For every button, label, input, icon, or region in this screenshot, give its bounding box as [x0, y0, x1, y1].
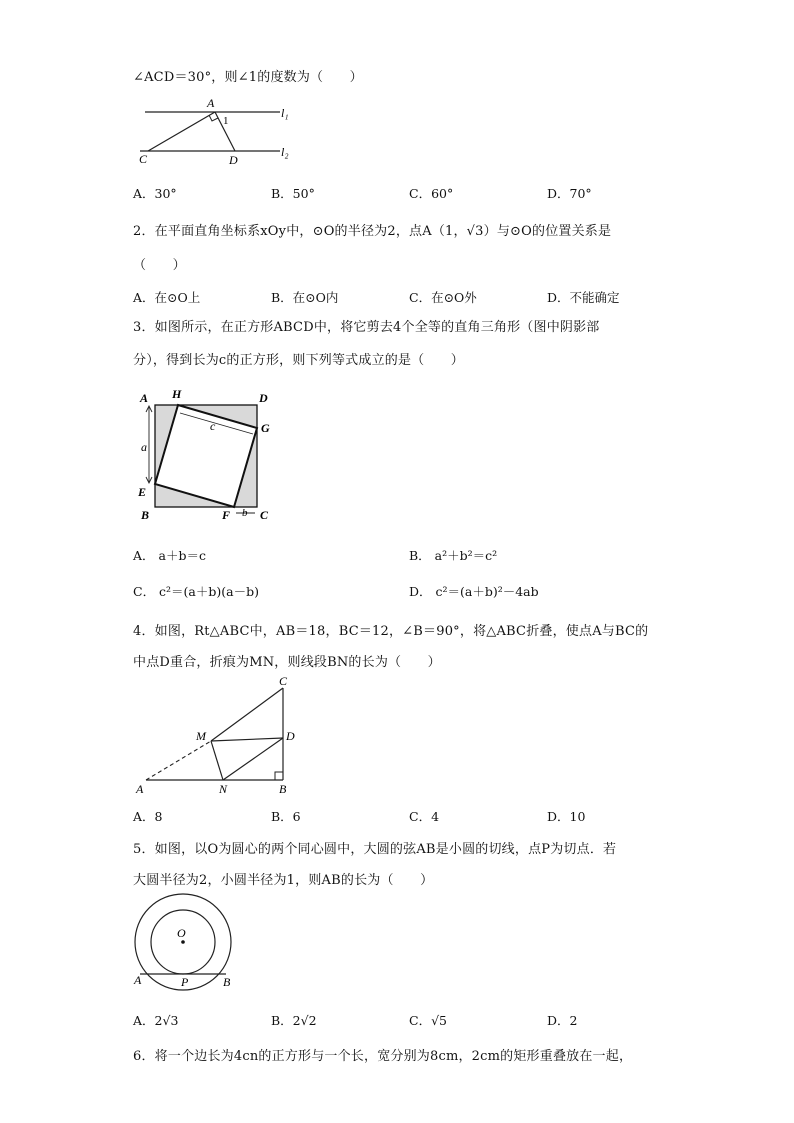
q1-option-a[interactable]: A．30°: [133, 186, 177, 201]
q2-option-c[interactable]: C．在⊙O外: [409, 290, 477, 305]
q3-label-A: A: [140, 391, 149, 405]
q5-label-P: P: [181, 975, 189, 989]
q5-option-b[interactable]: B．2√2: [271, 1013, 317, 1028]
q3-option-a[interactable]: A． a＋b＝c: [133, 548, 206, 563]
q4-option-b[interactable]: B．6: [271, 809, 301, 824]
q3-label-H: H: [172, 387, 182, 401]
q5-stem-line2: 大圆半径为2，小圆半径为1，则AB的长为（ ）: [133, 873, 434, 888]
q3-label-E: E: [138, 485, 147, 499]
q5-label-O: O: [177, 926, 186, 940]
q4-label-D: D: [286, 729, 295, 743]
q3-option-d[interactable]: D． c²＝(a＋b)²－4ab: [409, 584, 539, 599]
q4-label-A: A: [136, 782, 144, 796]
q5-label-A: A: [134, 973, 142, 987]
q3-label-F: F: [222, 508, 231, 522]
q4-figure: [133, 675, 308, 800]
q5-option-d[interactable]: D．2: [547, 1013, 578, 1028]
q5-figure: [130, 893, 240, 998]
q4-label-N: N: [219, 782, 228, 796]
q3-label-D: D: [259, 391, 268, 405]
q5-option-c[interactable]: C．√5: [409, 1013, 447, 1028]
q2-stem-line2: （ ）: [133, 258, 186, 273]
q1-option-b[interactable]: B．50°: [271, 186, 315, 201]
q3-label-G: G: [261, 421, 270, 435]
q4-option-d[interactable]: D．10: [547, 809, 586, 824]
q5-label-B: B: [223, 975, 231, 989]
q2-stem-line1: 2．在平面直角坐标系xOy中，⊙O的半径为2，点A（1，√3）与⊙O的位置关系是: [133, 224, 612, 239]
q3-option-c[interactable]: C． c²＝(a＋b)(a－b): [133, 584, 259, 599]
q3-label-C: C: [260, 508, 269, 522]
q3-label-a: a: [141, 440, 147, 454]
q1-label-l1: l₁: [281, 106, 289, 120]
q2-option-a[interactable]: A．在⊙O上: [133, 290, 201, 305]
q2-option-d[interactable]: D．不能确定: [547, 290, 620, 305]
q4-stem-line2: 中点D重合，折痕为MN，则线段BN的长为（ ）: [133, 655, 441, 670]
q5-stem-line1: 5．如图，以O为圆心的两个同心圆中，大圆的弦AB是小圆的切线，点P为切点．若: [133, 842, 617, 857]
q6-stem-line1: 6．将一个边长为4cn的正方形与一个长，宽分别为8cm，2cm的矩形重叠放在一起，: [133, 1049, 633, 1064]
q1-label-1: 1: [223, 115, 229, 127]
q1-stem: ∠ACD＝30°，则∠1的度数为（ ）: [133, 70, 363, 85]
q1-label-D: D: [229, 153, 238, 166]
q4-stem-line1: 4．如图，Rt△ABC中，AB＝18，BC＝12，∠B＝90°，将△ABC折叠，使点A与BC的: [133, 624, 649, 639]
q4-label-M: M: [196, 729, 206, 743]
q1-label-C: C: [139, 152, 148, 166]
q1-option-c[interactable]: C．60°: [409, 186, 454, 201]
q1-label-l2: l₂: [281, 145, 289, 159]
q2-option-b[interactable]: B．在⊙O内: [271, 290, 339, 305]
q1-figure: [135, 94, 300, 166]
q3-label-B: B: [141, 508, 150, 522]
q3-label-c: c: [210, 419, 216, 433]
q4-option-c[interactable]: C．4: [409, 809, 440, 824]
q5-option-a[interactable]: A．2√3: [133, 1013, 179, 1028]
q3-figure: [135, 385, 285, 530]
q3-label-b: b: [242, 507, 248, 519]
q3-option-b[interactable]: B． a²＋b²＝c²: [409, 548, 498, 563]
q4-label-B: B: [279, 782, 287, 796]
q4-label-C: C: [279, 675, 288, 688]
q4-option-a[interactable]: A．8: [133, 809, 163, 824]
q1-option-d[interactable]: D．70°: [547, 186, 592, 201]
q3-stem-line1: 3．如图所示，在正方形ABCD中，将它剪去4个全等的直角三角形（图中阴影部: [133, 320, 600, 335]
q1-label-A: A: [207, 96, 215, 110]
q3-stem-line2: 分），得到长为c的正方形，则下列等式成立的是（ ）: [133, 353, 464, 368]
